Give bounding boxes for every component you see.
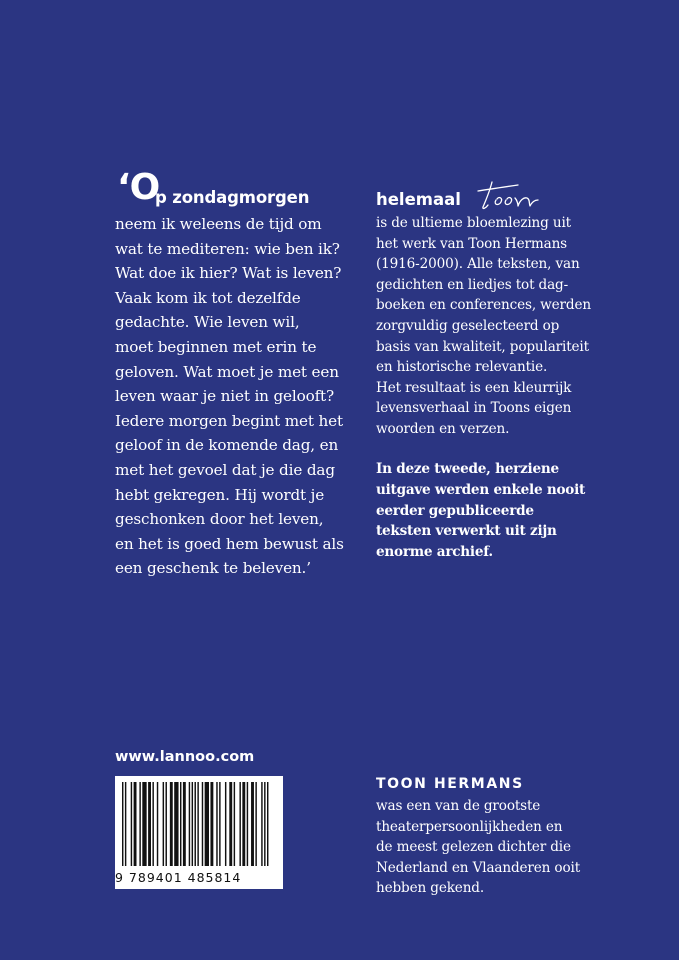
barcode-bar <box>139 782 140 866</box>
barcode-bar <box>157 782 158 866</box>
barcode-bar <box>261 782 262 866</box>
description-line: basis van kwaliteit, populariteit <box>376 338 589 355</box>
barcode-bar <box>125 782 126 866</box>
description-line: gedichten en liedjes tot dag- <box>376 276 569 293</box>
quote-line: neem ik weleens de tijd om <box>115 215 322 233</box>
quote-line: moet beginnen met erin te <box>115 337 317 356</box>
quote-line: Vaak kom ik tot dezelfde <box>115 288 301 307</box>
quote-line: Iedere morgen begint met het <box>115 411 343 430</box>
quote-line: geloof in de komende dag, en <box>115 436 339 455</box>
series-brand <box>376 186 586 212</box>
isbn-digits: 9 789401 485814 <box>115 870 242 885</box>
barcode-bar <box>152 782 153 866</box>
bio-line: was een van de grootste <box>376 798 541 814</box>
quote-line: met het gevoel dat je die dag <box>115 460 335 479</box>
quote-line: een geschenk te beleven.’ <box>115 559 311 578</box>
barcode-bar <box>180 782 181 866</box>
edition-note <box>376 459 596 563</box>
barcode-bar <box>242 782 245 866</box>
barcode-bar <box>131 782 132 866</box>
barcode-bar <box>170 782 173 866</box>
quote-block <box>115 167 360 581</box>
barcode-bar <box>251 782 254 866</box>
description-line: woorden en verzen. <box>376 420 510 437</box>
barcode-bar <box>163 782 164 866</box>
description-line: levensverhaal in Toons eigen <box>376 400 572 417</box>
bio-line: theaterpersoonlijkheden en <box>376 818 563 835</box>
description-line: zorgvuldig geselecteerd op <box>376 317 560 334</box>
quote-line: gedachte. Wie leven wil, <box>115 313 300 332</box>
barcode-bar <box>225 782 226 866</box>
barcode-bar <box>219 782 220 866</box>
author-name: TOON HERMANS <box>376 776 524 792</box>
barcode-bar <box>234 782 235 866</box>
bio-line: de meest gelezen dichter die <box>376 839 571 856</box>
description-line: het werk van Toon Hermans <box>376 235 568 252</box>
bio-line: Nederland en Vlaanderen ooit <box>376 859 581 876</box>
description-column <box>376 186 591 440</box>
barcode-bar <box>142 782 146 866</box>
quote-line: geloven. Wat moet je met een <box>115 362 339 381</box>
quote-line: wat te mediteren: wie ben ik? <box>115 239 340 258</box>
barcode-bar <box>202 782 203 866</box>
edition-note-line: uitgave werden enkele nooit <box>376 481 586 498</box>
barcode-bar <box>122 782 123 866</box>
barcode-bar <box>166 782 167 866</box>
barcode-bar <box>148 782 151 866</box>
barcode-bar <box>255 782 256 866</box>
barcode-bar <box>267 782 268 866</box>
description-line: (1916-2000). Alle teksten, van <box>376 256 580 273</box>
quote-line: en het is goed hem bewust als <box>115 534 344 553</box>
barcode-bar <box>229 782 232 866</box>
barcode-bar <box>205 782 209 866</box>
description-line: boeken en conferences, werden <box>376 297 591 314</box>
barcode-bar <box>174 782 178 866</box>
edition-note-line: teksten verwerkt uit zijn <box>376 523 557 540</box>
barcode-bar <box>134 782 137 866</box>
barcode-bar <box>183 782 186 866</box>
barcode-bar <box>247 782 248 866</box>
author-bio <box>376 796 596 899</box>
quote-dropcap: ‘O <box>117 167 160 208</box>
quote-line: leven waar je niet in gelooft? <box>115 387 334 406</box>
quote-line: hebt gekregen. Hij wordt je <box>115 485 325 504</box>
quote-lead: p zondagmorgen <box>155 188 310 207</box>
barcode-bar <box>195 782 196 866</box>
barcode-bar <box>192 782 193 866</box>
description-line: is de ultieme bloemlezing uit <box>376 215 571 231</box>
barcode-bar <box>216 782 217 866</box>
publisher-url[interactable]: www.lannoo.com <box>115 749 255 765</box>
toon-signature-icon <box>474 178 554 212</box>
quote-line: geschonken door het leven, <box>115 510 324 529</box>
quote-first-line <box>115 167 360 212</box>
barcode-bar <box>197 782 198 866</box>
brand-word: helemaal <box>376 190 461 209</box>
edition-note-line: eerder gepubliceerde <box>376 502 534 519</box>
barcode-bar <box>239 782 240 866</box>
book-description <box>376 213 591 440</box>
bio-line: hebben gekend. <box>376 880 485 897</box>
barcode-bar <box>264 782 265 866</box>
edition-note-line: In deze tweede, herziene <box>376 461 559 477</box>
quote-line: Wat doe ik hier? Wat is leven? <box>115 264 342 283</box>
barcode-bar <box>189 782 190 866</box>
description-line: Het resultaat is een kleurrijk <box>376 379 572 396</box>
isbn-barcode <box>115 776 283 889</box>
barcode-bar <box>210 782 213 866</box>
edition-note-line: enorme archief. <box>376 544 493 561</box>
description-line: en historische relevantie. <box>376 359 548 376</box>
